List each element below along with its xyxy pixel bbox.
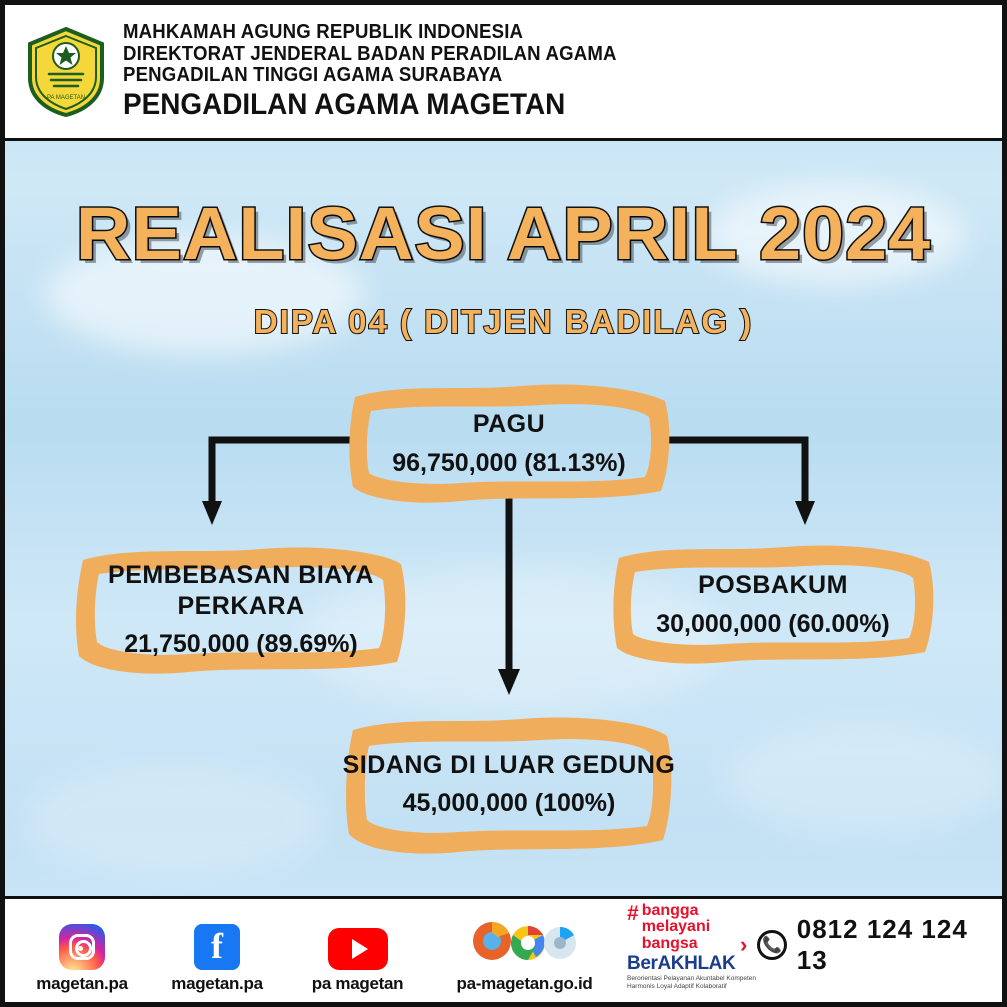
node-pembebasan-value: 21,750,000 (89.69%) — [124, 630, 358, 659]
node-sidang-di-luar-gedung[interactable] — [341, 708, 677, 860]
footer-item-instagram[interactable] — [23, 924, 141, 994]
berakhlak-logo — [627, 903, 757, 990]
youtube-icon — [328, 928, 388, 970]
node-pagu-label: PAGU — [472, 410, 546, 439]
instagram-icon — [59, 924, 105, 970]
node-pagu-value: 96,750,000 (81.13%) — [392, 448, 626, 477]
berakhlak-tagline-1: Berorientasi Pelayanan Akuntabel Kompeten — [627, 975, 757, 983]
node-pembebasan-label-line1: PEMBEBASAN BIAYA — [108, 560, 374, 589]
berakhlak-line-1: bangga — [641, 901, 699, 919]
poster-title: REALISASI APRIL 2024 — [75, 192, 932, 275]
footer-item-whatsapp[interactable] — [740, 914, 1002, 976]
brush-frame — [341, 377, 677, 510]
mahkamah-agung-emblem-icon — [23, 26, 109, 118]
facebook-icon: f — [194, 924, 240, 970]
berakhlak-brand: BerAKHLAK — [627, 953, 736, 975]
node-pembebasan-biaya-perkara[interactable] — [71, 538, 411, 681]
node-pagu[interactable] — [341, 377, 677, 510]
node-sidang-value: 45,000,000 (100%) — [402, 789, 616, 818]
header-line-3: PENGADILAN TINGGI AGAMA SURABAYA — [123, 64, 503, 87]
berakhlak-line-2: melayani — [641, 918, 711, 936]
node-posbakum[interactable] — [605, 538, 941, 671]
header-line-4: PENGADILAN AGAMA MAGETAN — [123, 87, 566, 121]
berakhlak-hash: # — [627, 901, 639, 925]
chevron-right-icon: › — [740, 932, 748, 957]
footer-item-website[interactable] — [437, 919, 612, 994]
berakhlak-tagline-2: Harmonis Loyal Adaptif Kolaboratif — [627, 982, 727, 990]
node-posbakum-label: POSBAKUM — [698, 571, 848, 600]
footer-item-youtube[interactable] — [295, 928, 420, 994]
instagram-handle: magetan.pa — [36, 974, 128, 993]
footer-item-facebook[interactable] — [157, 924, 277, 994]
youtube-handle: pa magetan — [311, 974, 404, 993]
facebook-handle: magetan.pa — [171, 974, 263, 993]
header-bar — [5, 5, 1002, 141]
whatsapp-phone-number: 0812 124 124 13 — [796, 914, 968, 975]
node-pembebasan-label-line2: PERKARA — [177, 592, 305, 620]
svg-text:PA MAGETAN: PA MAGETAN — [46, 94, 86, 101]
diagram-area — [5, 5, 1002, 1002]
header-line-2: DIREKTORAT JENDERAL BADAN PERADILAN AGAMA — [123, 42, 617, 65]
header-line-1: MAHKAMAH AGUNG REPUBLIK INDONESIA — [123, 20, 524, 43]
node-posbakum-value: 30,000,000 (60.00%) — [656, 609, 890, 638]
footer-bar — [5, 896, 1002, 1002]
node-sidang-label: SIDANG DI LUAR GEDUNG — [342, 750, 676, 779]
berakhlak-line-3: bangsa — [641, 935, 698, 953]
brush-frame — [605, 538, 941, 671]
whatsapp-icon: 📞 — [757, 930, 786, 960]
poster-subtitle: DIPA 04 ( DITJEN BADILAG ) — [253, 303, 754, 340]
brush-frame — [341, 708, 677, 860]
website-url: pa-magetan.go.id — [456, 974, 593, 993]
header-text-block — [123, 22, 654, 121]
browsers-icon — [462, 919, 588, 970]
